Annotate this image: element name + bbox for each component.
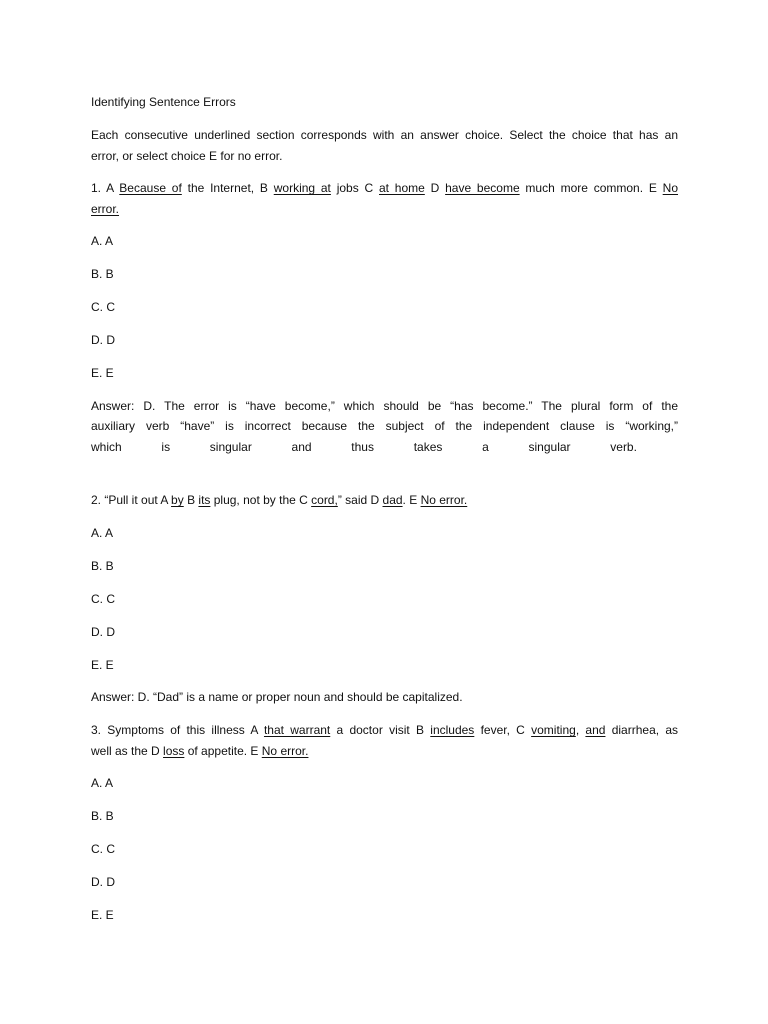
instructions-line-1: Each consecutive underlined section corresponds with an answer choice. Select the choice that has an bbox=[91, 128, 678, 142]
q3-option-e-underlined: No error. bbox=[261, 744, 309, 758]
q3-option-a-underlined: that warrant bbox=[263, 723, 331, 737]
q3-choice-b: B. B bbox=[91, 809, 114, 823]
q3-option-b-underlined: includes bbox=[430, 723, 475, 737]
q1-option-e-underlined: No bbox=[662, 181, 679, 195]
q3-text: 3. Symptoms of this illness A bbox=[91, 723, 264, 737]
q3-option-d-underlined: loss bbox=[163, 744, 185, 758]
answer-word: and bbox=[291, 440, 312, 454]
q1-text: the Internet, B bbox=[181, 181, 274, 195]
q3-choice-d: D. D bbox=[91, 875, 115, 889]
q1-choice-a: A. A bbox=[91, 234, 114, 248]
q1-text: 1. A bbox=[91, 181, 120, 195]
q2-choice-c: C. C bbox=[91, 592, 115, 606]
q2-choice-b: B. B bbox=[91, 559, 114, 573]
question-1-text-line-1 bbox=[91, 178, 678, 198]
q2-option-d-underlined: dad bbox=[382, 493, 403, 507]
question-3-text-line-2 bbox=[91, 741, 678, 761]
q2-choice-e: E. E bbox=[91, 658, 114, 672]
q3-choice-a: A. A bbox=[91, 776, 114, 790]
answer-word: verb. bbox=[610, 440, 637, 454]
q2-text: ” said D bbox=[337, 493, 383, 507]
q1-text: much more common. E bbox=[519, 181, 663, 195]
answer-word: which bbox=[91, 440, 122, 454]
q2-text: B bbox=[183, 493, 199, 507]
answer-word: a bbox=[482, 440, 489, 454]
instructions-line-2: error, or select choice E for no error. bbox=[91, 149, 283, 163]
q3-text: fever, C bbox=[474, 723, 532, 737]
q3-underlined-and: and bbox=[585, 723, 606, 737]
q2-choice-a: A. A bbox=[91, 526, 114, 540]
q2-text: . E bbox=[402, 493, 421, 507]
q2-option-e-underlined: No error. bbox=[420, 493, 468, 507]
q1-answer-line-2: auxiliary verb “have” is incorrect because the subject of the independent clause is “working,” bbox=[91, 419, 678, 433]
q1-option-b-underlined: working at bbox=[273, 181, 331, 195]
q1-choice-d: D. D bbox=[91, 333, 115, 347]
q2-option-c-underlined: cord, bbox=[311, 493, 338, 507]
q2-option-a-underlined: by bbox=[171, 493, 184, 507]
q1-option-e-underlined: error. bbox=[91, 202, 120, 216]
q1-answer-line-3 bbox=[91, 437, 678, 457]
q1-option-d-underlined: have become bbox=[445, 181, 520, 195]
q1-option-a-underlined: Because of bbox=[119, 181, 182, 195]
question-1-text-line-2 bbox=[91, 199, 678, 219]
q3-choice-c: C. C bbox=[91, 842, 115, 856]
q2-text: plug, not by the C bbox=[210, 493, 312, 507]
answer-word: thus bbox=[351, 440, 374, 454]
q2-choice-d: D. D bbox=[91, 625, 115, 639]
q3-text: well as the D bbox=[91, 744, 164, 758]
page-title: Identifying Sentence Errors bbox=[91, 95, 236, 109]
q1-text: jobs C bbox=[330, 181, 379, 195]
q1-choice-e: E. E bbox=[91, 366, 114, 380]
answer-word: singular bbox=[528, 440, 571, 454]
answer-word: is bbox=[161, 440, 171, 454]
q1-option-c-underlined: at home bbox=[379, 181, 425, 195]
q3-text: diarrhea, as bbox=[605, 723, 679, 737]
question-2-text bbox=[91, 490, 678, 510]
q1-answer-line-1: Answer: D. The error is “have become,” which should be “has become.” The plural form of the bbox=[91, 399, 678, 413]
question-3-text-line-1 bbox=[91, 720, 678, 740]
q3-text: of appetite. E bbox=[184, 744, 262, 758]
q2-option-b-underlined: its bbox=[198, 493, 211, 507]
answer-word: takes bbox=[413, 440, 443, 454]
q3-text: , bbox=[575, 723, 586, 737]
q3-choice-e: E. E bbox=[91, 908, 114, 922]
q3-text: a doctor visit B bbox=[330, 723, 431, 737]
answer-word: singular bbox=[209, 440, 252, 454]
q2-answer: Answer: D. “Dad” is a name or proper noun and should be capitalized. bbox=[91, 690, 463, 704]
q1-choice-c: C. C bbox=[91, 300, 115, 314]
q3-option-c-underlined: vomiting bbox=[531, 723, 576, 737]
q2-text: 2. “Pull it out A bbox=[91, 493, 172, 507]
q1-choice-b: B. B bbox=[91, 267, 114, 281]
q1-text: D bbox=[424, 181, 446, 195]
